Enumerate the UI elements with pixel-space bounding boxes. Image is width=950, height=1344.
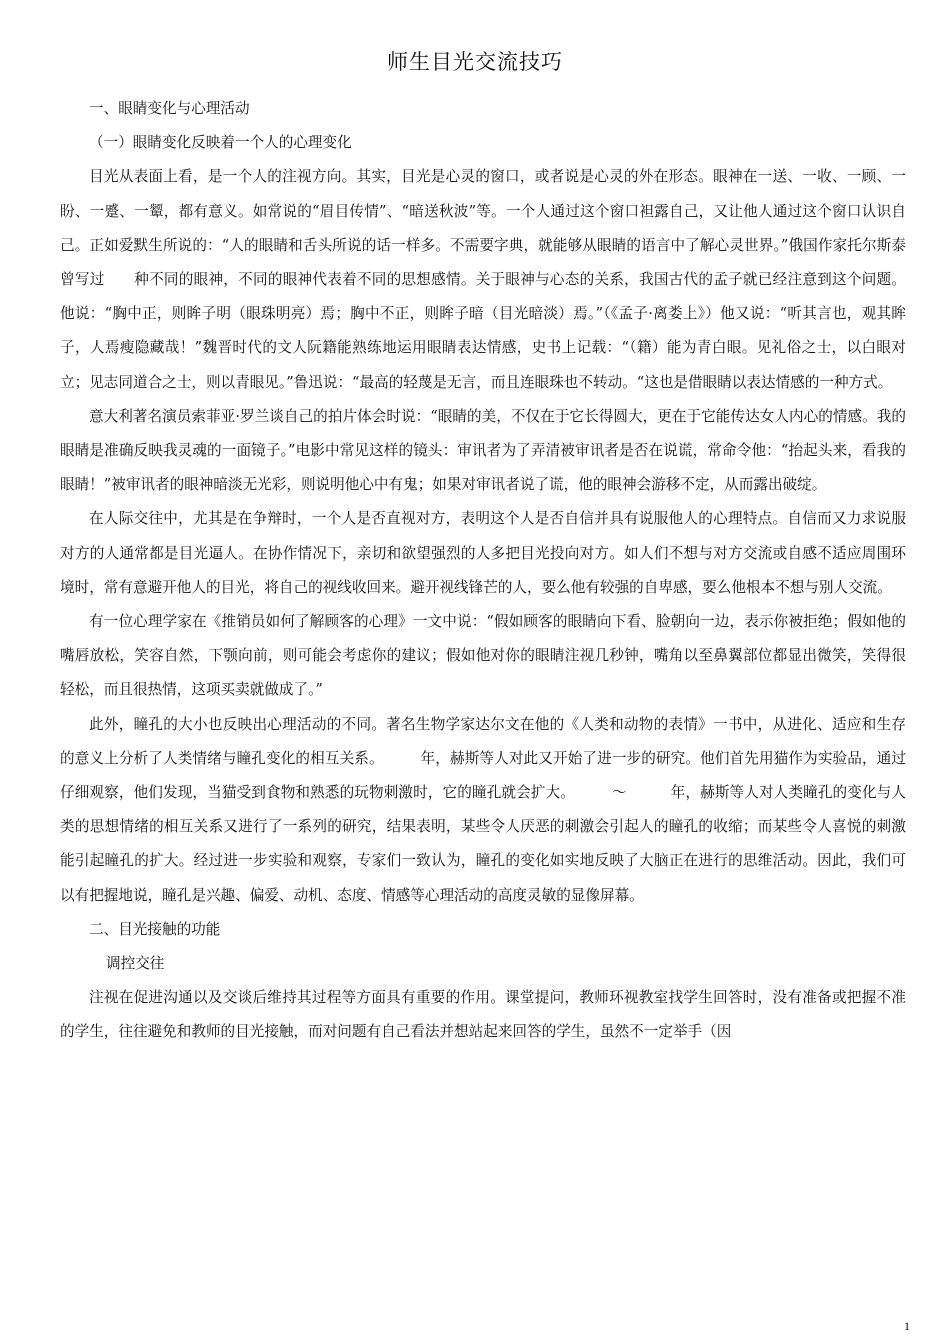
section-heading-1: 一、眼睛变化与心理活动 — [89, 100, 250, 117]
page-number: 1 — [904, 1319, 910, 1333]
section-heading-2: 二、目光接触的功能 — [89, 920, 221, 938]
subsection-heading-1: （一）眼睛变化反映着一个人的心理变化 — [89, 134, 352, 152]
paragraph: 意大利著名演员索菲亚·罗兰谈自己的拍片体会时说：“眼睛的美，不仅在于它长得圆大，更在于它能传达女人内心的情感。我的眼睛是准确反映我灵魂的一面镜子。”电影中常见这样的镜头：审讯者为了弄清被审讯者是否在说谎，常命令他：“抬起头来，看我的眼睛！”被审讯者的眼神暗淡无光彩，则说明他心中有鬼；如果对审讯者说了谎，他的眼神会游移不定，从而露出破绽。 — [60, 407, 906, 494]
paragraph: 有一位心理学家在《推销员如何了解顾客的心理》一文中说：“假如顾客的眼睛向下看、脸朝向一边，表示你被拒绝；假如他的嘴唇放松，笑容自然，下颚向前，则可能会考虑你的建议；假如他对你的眼睛注视几秒钟，嘴角以至鼻翼部位都显出微笑，笑得很轻松，而且很热情，这项买卖就做成了。” — [60, 613, 906, 699]
subsection-heading-2: 调控交往 — [106, 955, 165, 973]
paragraph: 目光从表面上看，是一个人的注视方向。其实，目光是心灵的窗口，或者说是心灵的外在形态。眼神在一送、一收、一顾、一盼、一蹙、一颦，都有意义。如常说的“眉目传情”、“暗送秋波”等。一个人通过这个窗口袒露自己，又让他人通过这个窗口认识自己。正如爱默生所说的：“人的眼睛和舌头所说的话一样多。不需要字典，就能够从眼睛的语言中了解心灵世界。”俄国作家托尔斯泰曾写过 种不同的眼神，不同的眼神代表着不同的思想感情。关于眼神与心态的关系，我国古代的孟子就已经注意到这个问题。他说：“胸中正，则眸子明（眼珠明亮）焉；胸中不正，则眸子暗（目光暗淡）焉。”（《孟子·离娄上》）他又说：“听其言也，观其眸子，人焉瘦隐藏哉！”魏晋时代的文人阮籍能熟练地运用眼睛表达情感，史书上记载：“（籍）能为青白眼。见礼俗之士，以白眼对立；见志同道合之士，则以青眼见。”鲁迅说：“最高的轻蔑是无言，而且连眼珠也不转动。“这也是借眼睛以表达情感的一种方式。 — [60, 168, 906, 391]
paragraph: 此外，瞳孔的大小也反映出心理活动的不同。著名生物学家达尔文在他的《人类和动物的表情》一书中，从进化、适应和生存的意义上分析了人类情绪与瞳孔变化的相互关系。 年，赫斯等人对此又开始了进一步的研究。他们首先用猫作为实验品，通过仔细观察，他们发现，当猫受到食物和熟悉的玩物刺激时，它的瞳孔就会扩大。 ～ 年，赫斯等人对人类瞳孔的变化与人类的思想情绪的相互关系又进行了一系列的研究，结果表明，某些令人厌恶的刺激会引起人的瞳孔的收缩；而某些令人喜悦的刺激能引起瞳孔的扩大。经过进一步实验和观察，专家们一致认为，瞳孔的变化如实地反映了大脑正在进行的思维活动。因此，我们可以有把握地说，瞳孔是兴趣、偏爱、动机、态度、情感等心理活动的高度灵敏的显像屏幕。 — [60, 715, 906, 904]
paragraph: 注视在促进沟通以及交谈后维持其过程等方面具有重要的作用。课堂提问，教师环视教室找学生回答时，没有准备或把握不准的学生，往往避免和教师的目光接触，而对问题有自己看法并想站起来回答的学生，虽然不一定举手（因 — [60, 989, 906, 1041]
document-title: 师生目光交流技巧 — [387, 50, 563, 74]
document-body — [60, 92, 906, 1050]
paragraph: 在人际交往中，尤其是在争辩时，一个人是否直视对方，表明这个人是否自信并具有说服他人的心理特点。自信而又力求说服对方的人通常都是目光逼人。在协作情况下，亲切和欲望强烈的人多把目光投向对方。如人们不想与对方交流或自感不适应周围环境时，常有意避开他人的目光，将自己的视线收回来。避开视线锋芒的人，要么他有较强的自卑感，要么他根本不想与别人交流。 — [60, 510, 906, 596]
